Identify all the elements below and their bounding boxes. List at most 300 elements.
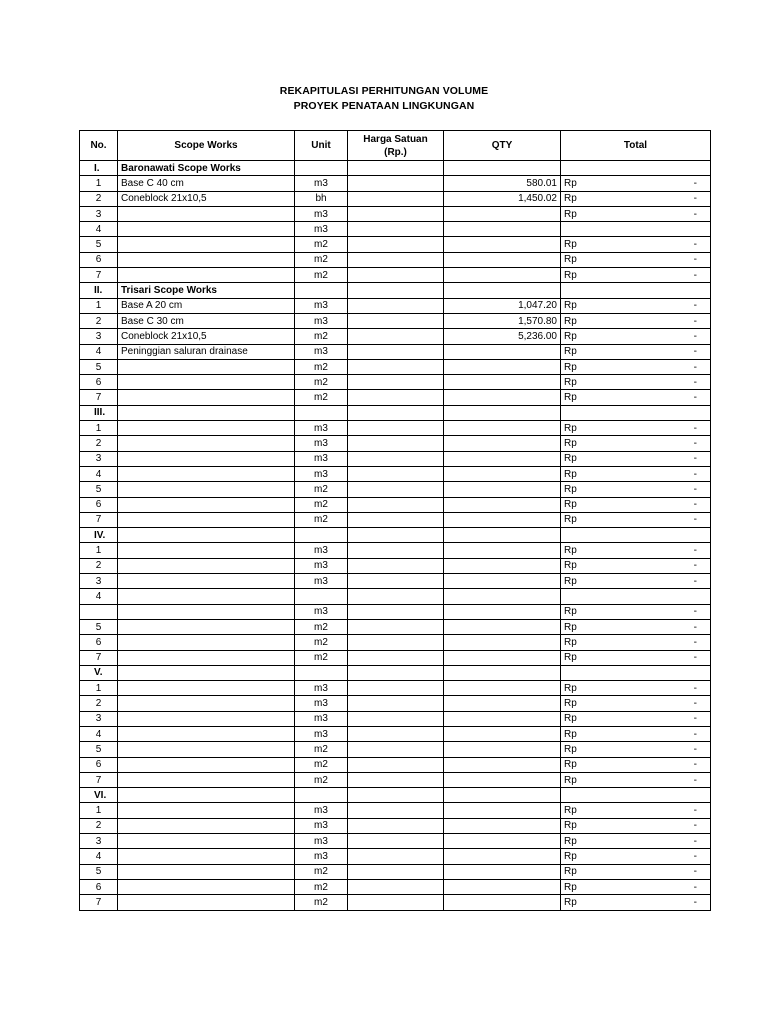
cell-no: 2 bbox=[80, 191, 118, 206]
cell-qty bbox=[444, 696, 561, 711]
total-value: - bbox=[693, 269, 697, 281]
table-row bbox=[80, 650, 711, 665]
cell-unit: m2 bbox=[295, 359, 348, 374]
cell-qty bbox=[444, 895, 561, 910]
cell-unit bbox=[295, 283, 348, 298]
cell-qty bbox=[444, 528, 561, 543]
cell-unit: m2 bbox=[295, 252, 348, 267]
cell-unit-price bbox=[348, 726, 444, 741]
cell-no: VI. bbox=[80, 788, 118, 803]
cell-unit-price bbox=[348, 421, 444, 436]
cell-unit-price bbox=[348, 635, 444, 650]
cell-qty bbox=[444, 283, 561, 298]
cell-total bbox=[561, 574, 711, 589]
cell-no: 2 bbox=[80, 558, 118, 573]
table-row bbox=[80, 742, 711, 757]
cell-scope-works bbox=[118, 589, 295, 604]
table-row bbox=[80, 497, 711, 512]
table-row bbox=[80, 864, 711, 879]
currency-label: Rp bbox=[564, 193, 577, 205]
cell-scope-works bbox=[118, 772, 295, 787]
currency-label: Rp bbox=[564, 743, 577, 755]
cell-qty: 1,450.02 bbox=[444, 191, 561, 206]
cell-scope-works bbox=[118, 482, 295, 497]
cell-scope-works bbox=[118, 757, 295, 772]
cell-unit-price bbox=[348, 176, 444, 191]
cell-scope-works: Base C 40 cm bbox=[118, 176, 295, 191]
cell-unit-price bbox=[348, 757, 444, 772]
cell-total bbox=[561, 161, 711, 176]
cell-no: 5 bbox=[80, 742, 118, 757]
cell-total bbox=[561, 421, 711, 436]
cell-scope-works bbox=[118, 849, 295, 864]
cell-no: 6 bbox=[80, 497, 118, 512]
cell-unit: m3 bbox=[295, 206, 348, 221]
currency-label: Rp bbox=[564, 545, 577, 557]
cell-total bbox=[561, 742, 711, 757]
total-value: - bbox=[693, 728, 697, 740]
title-line-1: REKAPITULASI PERHITUNGAN VOLUME bbox=[279, 85, 489, 97]
cell-no: II. bbox=[80, 283, 118, 298]
cell-scope-works bbox=[118, 635, 295, 650]
header-unit-price bbox=[348, 131, 444, 161]
cell-scope-works bbox=[118, 421, 295, 436]
section-row bbox=[80, 283, 711, 298]
total-value: - bbox=[693, 881, 697, 893]
cell-no: 1 bbox=[80, 421, 118, 436]
cell-no: 2 bbox=[80, 313, 118, 328]
cell-total bbox=[561, 879, 711, 894]
cell-no: 3 bbox=[80, 834, 118, 849]
cell-qty bbox=[444, 681, 561, 696]
table-row bbox=[80, 451, 711, 466]
total-value: - bbox=[693, 177, 697, 189]
total-value: - bbox=[693, 392, 697, 404]
cell-no: III. bbox=[80, 405, 118, 420]
currency-label: Rp bbox=[564, 881, 577, 893]
cell-unit-price bbox=[348, 528, 444, 543]
cell-qty bbox=[444, 375, 561, 390]
cell-no: 4 bbox=[80, 726, 118, 741]
cell-qty bbox=[444, 436, 561, 451]
cell-scope-works bbox=[118, 681, 295, 696]
cell-scope-works bbox=[118, 864, 295, 879]
cell-unit: m3 bbox=[295, 558, 348, 573]
cell-scope-works bbox=[118, 604, 295, 619]
cell-unit: m3 bbox=[295, 451, 348, 466]
cell-scope-works: Base C 30 cm bbox=[118, 313, 295, 328]
cell-scope-works bbox=[118, 574, 295, 589]
currency-label: Rp bbox=[564, 177, 577, 189]
cell-no: 7 bbox=[80, 772, 118, 787]
cell-qty bbox=[444, 482, 561, 497]
cell-qty bbox=[444, 161, 561, 176]
table-row bbox=[80, 818, 711, 833]
cell-unit-price bbox=[348, 711, 444, 726]
total-value: - bbox=[693, 835, 697, 847]
cell-qty bbox=[444, 772, 561, 787]
cell-unit: m3 bbox=[295, 344, 348, 359]
cell-total bbox=[561, 665, 711, 680]
cell-unit-price bbox=[348, 191, 444, 206]
section-row bbox=[80, 665, 711, 680]
currency-label: Rp bbox=[564, 866, 577, 878]
table-row bbox=[80, 222, 711, 237]
total-value: - bbox=[693, 560, 697, 572]
cell-unit: m2 bbox=[295, 497, 348, 512]
currency-label: Rp bbox=[564, 437, 577, 449]
cell-qty bbox=[444, 834, 561, 849]
cell-no: 6 bbox=[80, 252, 118, 267]
cell-qty bbox=[444, 803, 561, 818]
cell-unit: m3 bbox=[295, 313, 348, 328]
table-row bbox=[80, 206, 711, 221]
section-row bbox=[80, 788, 711, 803]
cell-unit-price bbox=[348, 451, 444, 466]
table-row bbox=[80, 726, 711, 741]
currency-label: Rp bbox=[564, 499, 577, 511]
table-row bbox=[80, 834, 711, 849]
cell-qty bbox=[444, 757, 561, 772]
currency-label: Rp bbox=[564, 254, 577, 266]
cell-total bbox=[561, 772, 711, 787]
cell-no: 7 bbox=[80, 268, 118, 283]
total-value: - bbox=[693, 422, 697, 434]
cell-unit-price bbox=[348, 161, 444, 176]
cell-unit-price bbox=[348, 742, 444, 757]
currency-label: Rp bbox=[564, 759, 577, 771]
cell-unit-price bbox=[348, 604, 444, 619]
cell-no: V. bbox=[80, 665, 118, 680]
cell-unit: m2 bbox=[295, 879, 348, 894]
cell-scope-works bbox=[118, 818, 295, 833]
currency-label: Rp bbox=[564, 560, 577, 572]
cell-qty bbox=[444, 619, 561, 634]
cell-scope-works: Coneblock 21x10,5 bbox=[118, 329, 295, 344]
cell-unit: m3 bbox=[295, 604, 348, 619]
cell-scope-works bbox=[118, 895, 295, 910]
cell-no: 5 bbox=[80, 359, 118, 374]
cell-unit-price bbox=[348, 665, 444, 680]
cell-scope-works bbox=[118, 665, 295, 680]
cell-unit: m3 bbox=[295, 543, 348, 558]
total-value: - bbox=[693, 376, 697, 388]
cell-total bbox=[561, 482, 711, 497]
currency-label: Rp bbox=[564, 269, 577, 281]
cell-no: 5 bbox=[80, 237, 118, 252]
cell-no: 6 bbox=[80, 635, 118, 650]
currency-label: Rp bbox=[564, 392, 577, 404]
cell-unit: m2 bbox=[295, 268, 348, 283]
cell-total bbox=[561, 849, 711, 864]
table-row bbox=[80, 176, 711, 191]
cell-total bbox=[561, 803, 711, 818]
cell-total bbox=[561, 313, 711, 328]
cell-unit: m3 bbox=[295, 696, 348, 711]
total-value: - bbox=[693, 453, 697, 465]
cell-qty bbox=[444, 344, 561, 359]
cell-no: 3 bbox=[80, 711, 118, 726]
cell-total bbox=[561, 436, 711, 451]
currency-label: Rp bbox=[564, 453, 577, 465]
cell-scope-works bbox=[118, 726, 295, 741]
cell-qty bbox=[444, 512, 561, 527]
cell-qty bbox=[444, 665, 561, 680]
cell-total bbox=[561, 528, 711, 543]
total-value: - bbox=[693, 621, 697, 633]
cell-unit-price bbox=[348, 512, 444, 527]
cell-no: 4 bbox=[80, 344, 118, 359]
currency-label: Rp bbox=[564, 713, 577, 725]
table-row bbox=[80, 803, 711, 818]
cell-unit-price bbox=[348, 268, 444, 283]
cell-unit-price bbox=[348, 696, 444, 711]
cell-no: 4 bbox=[80, 589, 118, 604]
cell-unit-price bbox=[348, 619, 444, 634]
cell-unit bbox=[295, 665, 348, 680]
table-row bbox=[80, 421, 711, 436]
table-row bbox=[80, 696, 711, 711]
cell-unit: m3 bbox=[295, 711, 348, 726]
cell-unit: m2 bbox=[295, 390, 348, 405]
cell-qty bbox=[444, 451, 561, 466]
cell-scope-works bbox=[118, 436, 295, 451]
table-row bbox=[80, 543, 711, 558]
table-row bbox=[80, 436, 711, 451]
cell-unit bbox=[295, 788, 348, 803]
cell-qty bbox=[444, 497, 561, 512]
table-row bbox=[80, 558, 711, 573]
cell-unit-price bbox=[348, 313, 444, 328]
cell-scope-works bbox=[118, 696, 295, 711]
currency-label: Rp bbox=[564, 805, 577, 817]
header-unit: Unit bbox=[295, 131, 348, 161]
cell-unit-price bbox=[348, 206, 444, 221]
cell-total bbox=[561, 359, 711, 374]
cell-qty bbox=[444, 466, 561, 481]
cell-unit: m2 bbox=[295, 482, 348, 497]
cell-no: 1 bbox=[80, 681, 118, 696]
cell-unit: m2 bbox=[295, 619, 348, 634]
total-value: - bbox=[693, 437, 697, 449]
cell-qty bbox=[444, 879, 561, 894]
total-value: - bbox=[693, 346, 697, 358]
cell-unit: m2 bbox=[295, 237, 348, 252]
currency-label: Rp bbox=[564, 682, 577, 694]
table-row bbox=[80, 849, 711, 864]
total-value: - bbox=[693, 575, 697, 587]
currency-label: Rp bbox=[564, 851, 577, 862]
cell-total bbox=[561, 390, 711, 405]
cell-total bbox=[561, 895, 711, 910]
currency-label: Rp bbox=[564, 820, 577, 832]
cell-unit: m3 bbox=[295, 726, 348, 741]
header-scope-works: Scope Works bbox=[118, 131, 295, 161]
currency-label: Rp bbox=[564, 774, 577, 786]
cell-unit: m3 bbox=[295, 298, 348, 313]
cell-qty bbox=[444, 604, 561, 619]
cell-qty bbox=[444, 268, 561, 283]
table-row bbox=[80, 390, 711, 405]
total-value: - bbox=[693, 805, 697, 817]
cell-qty: 5,236.00 bbox=[444, 329, 561, 344]
cell-qty bbox=[444, 788, 561, 803]
cell-unit-price bbox=[348, 283, 444, 298]
cell-qty bbox=[444, 650, 561, 665]
total-value: - bbox=[693, 682, 697, 694]
cell-scope-works bbox=[118, 512, 295, 527]
total-value: - bbox=[693, 239, 697, 251]
cell-unit bbox=[295, 405, 348, 420]
cell-qty bbox=[444, 711, 561, 726]
cell-total bbox=[561, 604, 711, 619]
cell-unit-price bbox=[348, 298, 444, 313]
total-value: - bbox=[693, 330, 697, 342]
currency-label: Rp bbox=[564, 239, 577, 251]
cell-total bbox=[561, 237, 711, 252]
cell-total bbox=[561, 619, 711, 634]
currency-label: Rp bbox=[564, 376, 577, 388]
table-row bbox=[80, 895, 711, 910]
currency-label: Rp bbox=[564, 315, 577, 327]
cell-scope-works bbox=[118, 788, 295, 803]
total-value: - bbox=[693, 300, 697, 312]
cell-scope-works bbox=[118, 252, 295, 267]
table-row bbox=[80, 313, 711, 328]
table-header-row bbox=[80, 131, 711, 161]
cell-qty bbox=[444, 237, 561, 252]
total-value: - bbox=[693, 468, 697, 480]
table-row bbox=[80, 589, 711, 604]
cell-qty: 580.01 bbox=[444, 176, 561, 191]
section-row bbox=[80, 161, 711, 176]
total-value: - bbox=[693, 208, 697, 220]
cell-unit: m3 bbox=[295, 466, 348, 481]
cell-qty bbox=[444, 635, 561, 650]
table-row bbox=[80, 466, 711, 481]
cell-scope-works bbox=[118, 451, 295, 466]
cell-qty bbox=[444, 864, 561, 879]
total-value: - bbox=[693, 545, 697, 557]
cell-scope-works bbox=[118, 268, 295, 283]
cell-no: 4 bbox=[80, 222, 118, 237]
table-row bbox=[80, 375, 711, 390]
cell-unit-price bbox=[348, 375, 444, 390]
cell-total bbox=[561, 375, 711, 390]
cell-unit: m3 bbox=[295, 681, 348, 696]
cell-total bbox=[561, 757, 711, 772]
cell-qty bbox=[444, 849, 561, 864]
cell-qty bbox=[444, 421, 561, 436]
cell-scope-works bbox=[118, 237, 295, 252]
table-row bbox=[80, 482, 711, 497]
table-row bbox=[80, 879, 711, 894]
cell-unit-price bbox=[348, 252, 444, 267]
cell-scope-works bbox=[118, 879, 295, 894]
cell-unit: m3 bbox=[295, 436, 348, 451]
cell-no: 1 bbox=[80, 803, 118, 818]
cell-no: 7 bbox=[80, 895, 118, 910]
cell-unit: m3 bbox=[295, 849, 348, 864]
cell-unit: m2 bbox=[295, 375, 348, 390]
total-value: - bbox=[693, 193, 697, 205]
cell-unit-price bbox=[348, 359, 444, 374]
cell-no: 7 bbox=[80, 650, 118, 665]
cell-qty: 1,570.80 bbox=[444, 313, 561, 328]
total-value: - bbox=[693, 698, 697, 710]
currency-label: Rp bbox=[564, 728, 577, 740]
cell-unit: m2 bbox=[295, 895, 348, 910]
cell-no: 5 bbox=[80, 482, 118, 497]
cell-scope-works bbox=[118, 650, 295, 665]
header-no: No. bbox=[80, 131, 118, 161]
cell-unit-price bbox=[348, 466, 444, 481]
cell-unit-price bbox=[348, 818, 444, 833]
cell-unit-price bbox=[348, 222, 444, 237]
total-value: - bbox=[693, 483, 697, 495]
cell-total bbox=[561, 543, 711, 558]
total-value: - bbox=[693, 606, 697, 618]
cell-unit-price bbox=[348, 772, 444, 787]
table-row bbox=[80, 191, 711, 206]
table-row bbox=[80, 711, 711, 726]
table-row bbox=[80, 574, 711, 589]
cell-unit: m3 bbox=[295, 834, 348, 849]
cell-unit-price bbox=[348, 436, 444, 451]
cell-scope-works bbox=[118, 466, 295, 481]
cell-unit: m2 bbox=[295, 864, 348, 879]
table-row bbox=[80, 237, 711, 252]
cell-no: 1 bbox=[80, 543, 118, 558]
cell-total bbox=[561, 589, 711, 604]
cell-scope-works bbox=[118, 711, 295, 726]
cell-scope-works bbox=[118, 222, 295, 237]
cell-total bbox=[561, 864, 711, 879]
cell-no: I. bbox=[80, 161, 118, 176]
cell-unit-price bbox=[348, 329, 444, 344]
cell-no: IV. bbox=[80, 528, 118, 543]
cell-total bbox=[561, 834, 711, 849]
cell-total bbox=[561, 344, 711, 359]
cell-qty bbox=[444, 359, 561, 374]
cell-no bbox=[80, 604, 118, 619]
cell-unit: m2 bbox=[295, 742, 348, 757]
section-row bbox=[80, 528, 711, 543]
cell-unit: m2 bbox=[295, 772, 348, 787]
total-value: - bbox=[693, 759, 697, 771]
cell-qty bbox=[444, 390, 561, 405]
currency-label: Rp bbox=[564, 361, 577, 373]
cell-scope-works: Coneblock 21x10,5 bbox=[118, 191, 295, 206]
cell-total bbox=[561, 329, 711, 344]
cell-unit: m2 bbox=[295, 512, 348, 527]
table-row bbox=[80, 619, 711, 634]
cell-no: 7 bbox=[80, 512, 118, 527]
table-row bbox=[80, 359, 711, 374]
cell-total bbox=[561, 711, 711, 726]
header-total: Total bbox=[561, 131, 711, 161]
cell-total bbox=[561, 283, 711, 298]
cell-unit-price bbox=[348, 497, 444, 512]
cell-qty bbox=[444, 558, 561, 573]
total-value: - bbox=[693, 743, 697, 755]
cell-unit: m3 bbox=[295, 176, 348, 191]
header-qty: QTY bbox=[444, 131, 561, 161]
table-row bbox=[80, 757, 711, 772]
volume-table bbox=[79, 130, 711, 911]
cell-unit: m2 bbox=[295, 635, 348, 650]
total-value: - bbox=[693, 851, 697, 862]
